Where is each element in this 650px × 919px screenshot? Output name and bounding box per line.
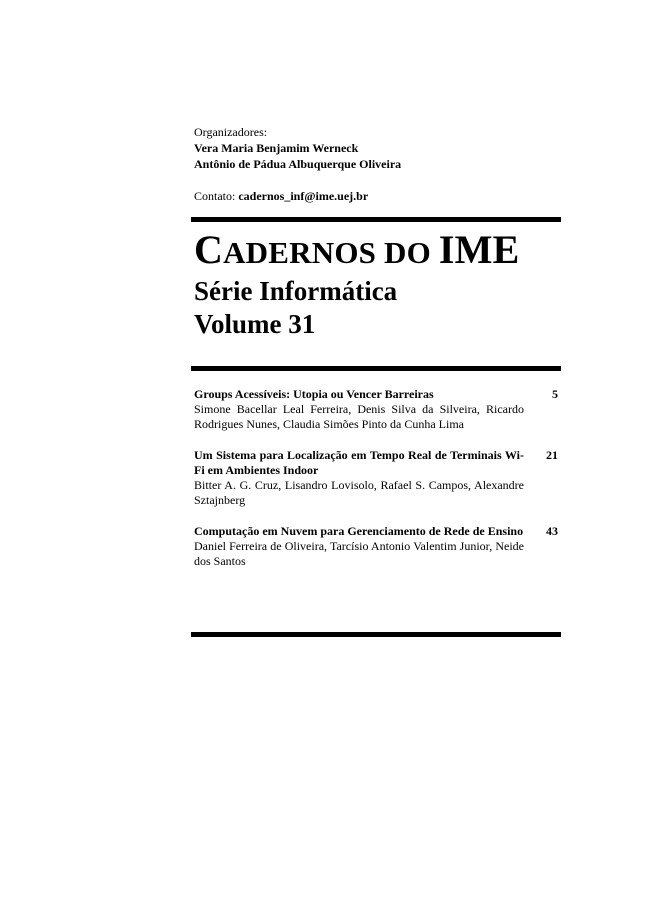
title-ime: IME — [438, 227, 520, 272]
toc-entry — [194, 524, 560, 569]
toc-entry-title: Um Sistema para Localização em Tempo Real de Terminais Wi-Fi em Ambientes Indoor — [194, 448, 524, 477]
toc-entry-authors: Bitter A. G. Cruz, Lisandro Lovisolo, Rafael S. Campos, Alexandre Sztajnberg — [194, 478, 524, 507]
editors-block — [194, 124, 564, 172]
title-block — [194, 228, 564, 341]
toc-entry — [194, 448, 560, 508]
title-initial: C — [194, 227, 224, 272]
toc-entry-authors: Simone Bacellar Leal Ferreira, Denis Silva da Silveira, Ricardo Rodrigues Nunes, Claudia Simões Pinto da Cunha Lima — [194, 402, 524, 431]
contact-label: Contato: — [194, 189, 236, 203]
journal-title — [194, 228, 564, 275]
toc-entry-page: 43 — [546, 524, 558, 538]
horizontal-rule — [191, 217, 561, 222]
series-title: Série Informática — [194, 276, 398, 306]
horizontal-rule — [191, 366, 561, 371]
toc-entry-title: Computação em Nuvem para Gerenciamento de Rede de Ensino — [194, 524, 524, 538]
volume-title: Volume 31 — [194, 309, 316, 339]
contact-line — [194, 188, 368, 204]
toc-entry — [194, 387, 560, 432]
editors-label: Organizadores: — [194, 125, 268, 139]
horizontal-rule — [191, 632, 561, 637]
title-small-caps: ADERNOS DO — [223, 235, 439, 270]
editor-name: Vera Maria Benjamim Werneck — [194, 141, 359, 155]
table-of-contents — [194, 387, 560, 585]
toc-entry-page: 5 — [552, 387, 558, 401]
editor-name: Antônio de Pádua Albuquerque Oliveira — [194, 157, 402, 171]
toc-entry-title: Groups Acessíveis: Utopia ou Vencer Barreiras — [194, 387, 434, 401]
contact-email: cadernos_inf@ime.uej.br — [238, 189, 369, 203]
toc-entry-authors: Daniel Ferreira de Oliveira, Tarcísio Antonio Valentim Junior, Neide dos Santos — [194, 539, 524, 568]
toc-entry-page: 21 — [546, 448, 558, 462]
